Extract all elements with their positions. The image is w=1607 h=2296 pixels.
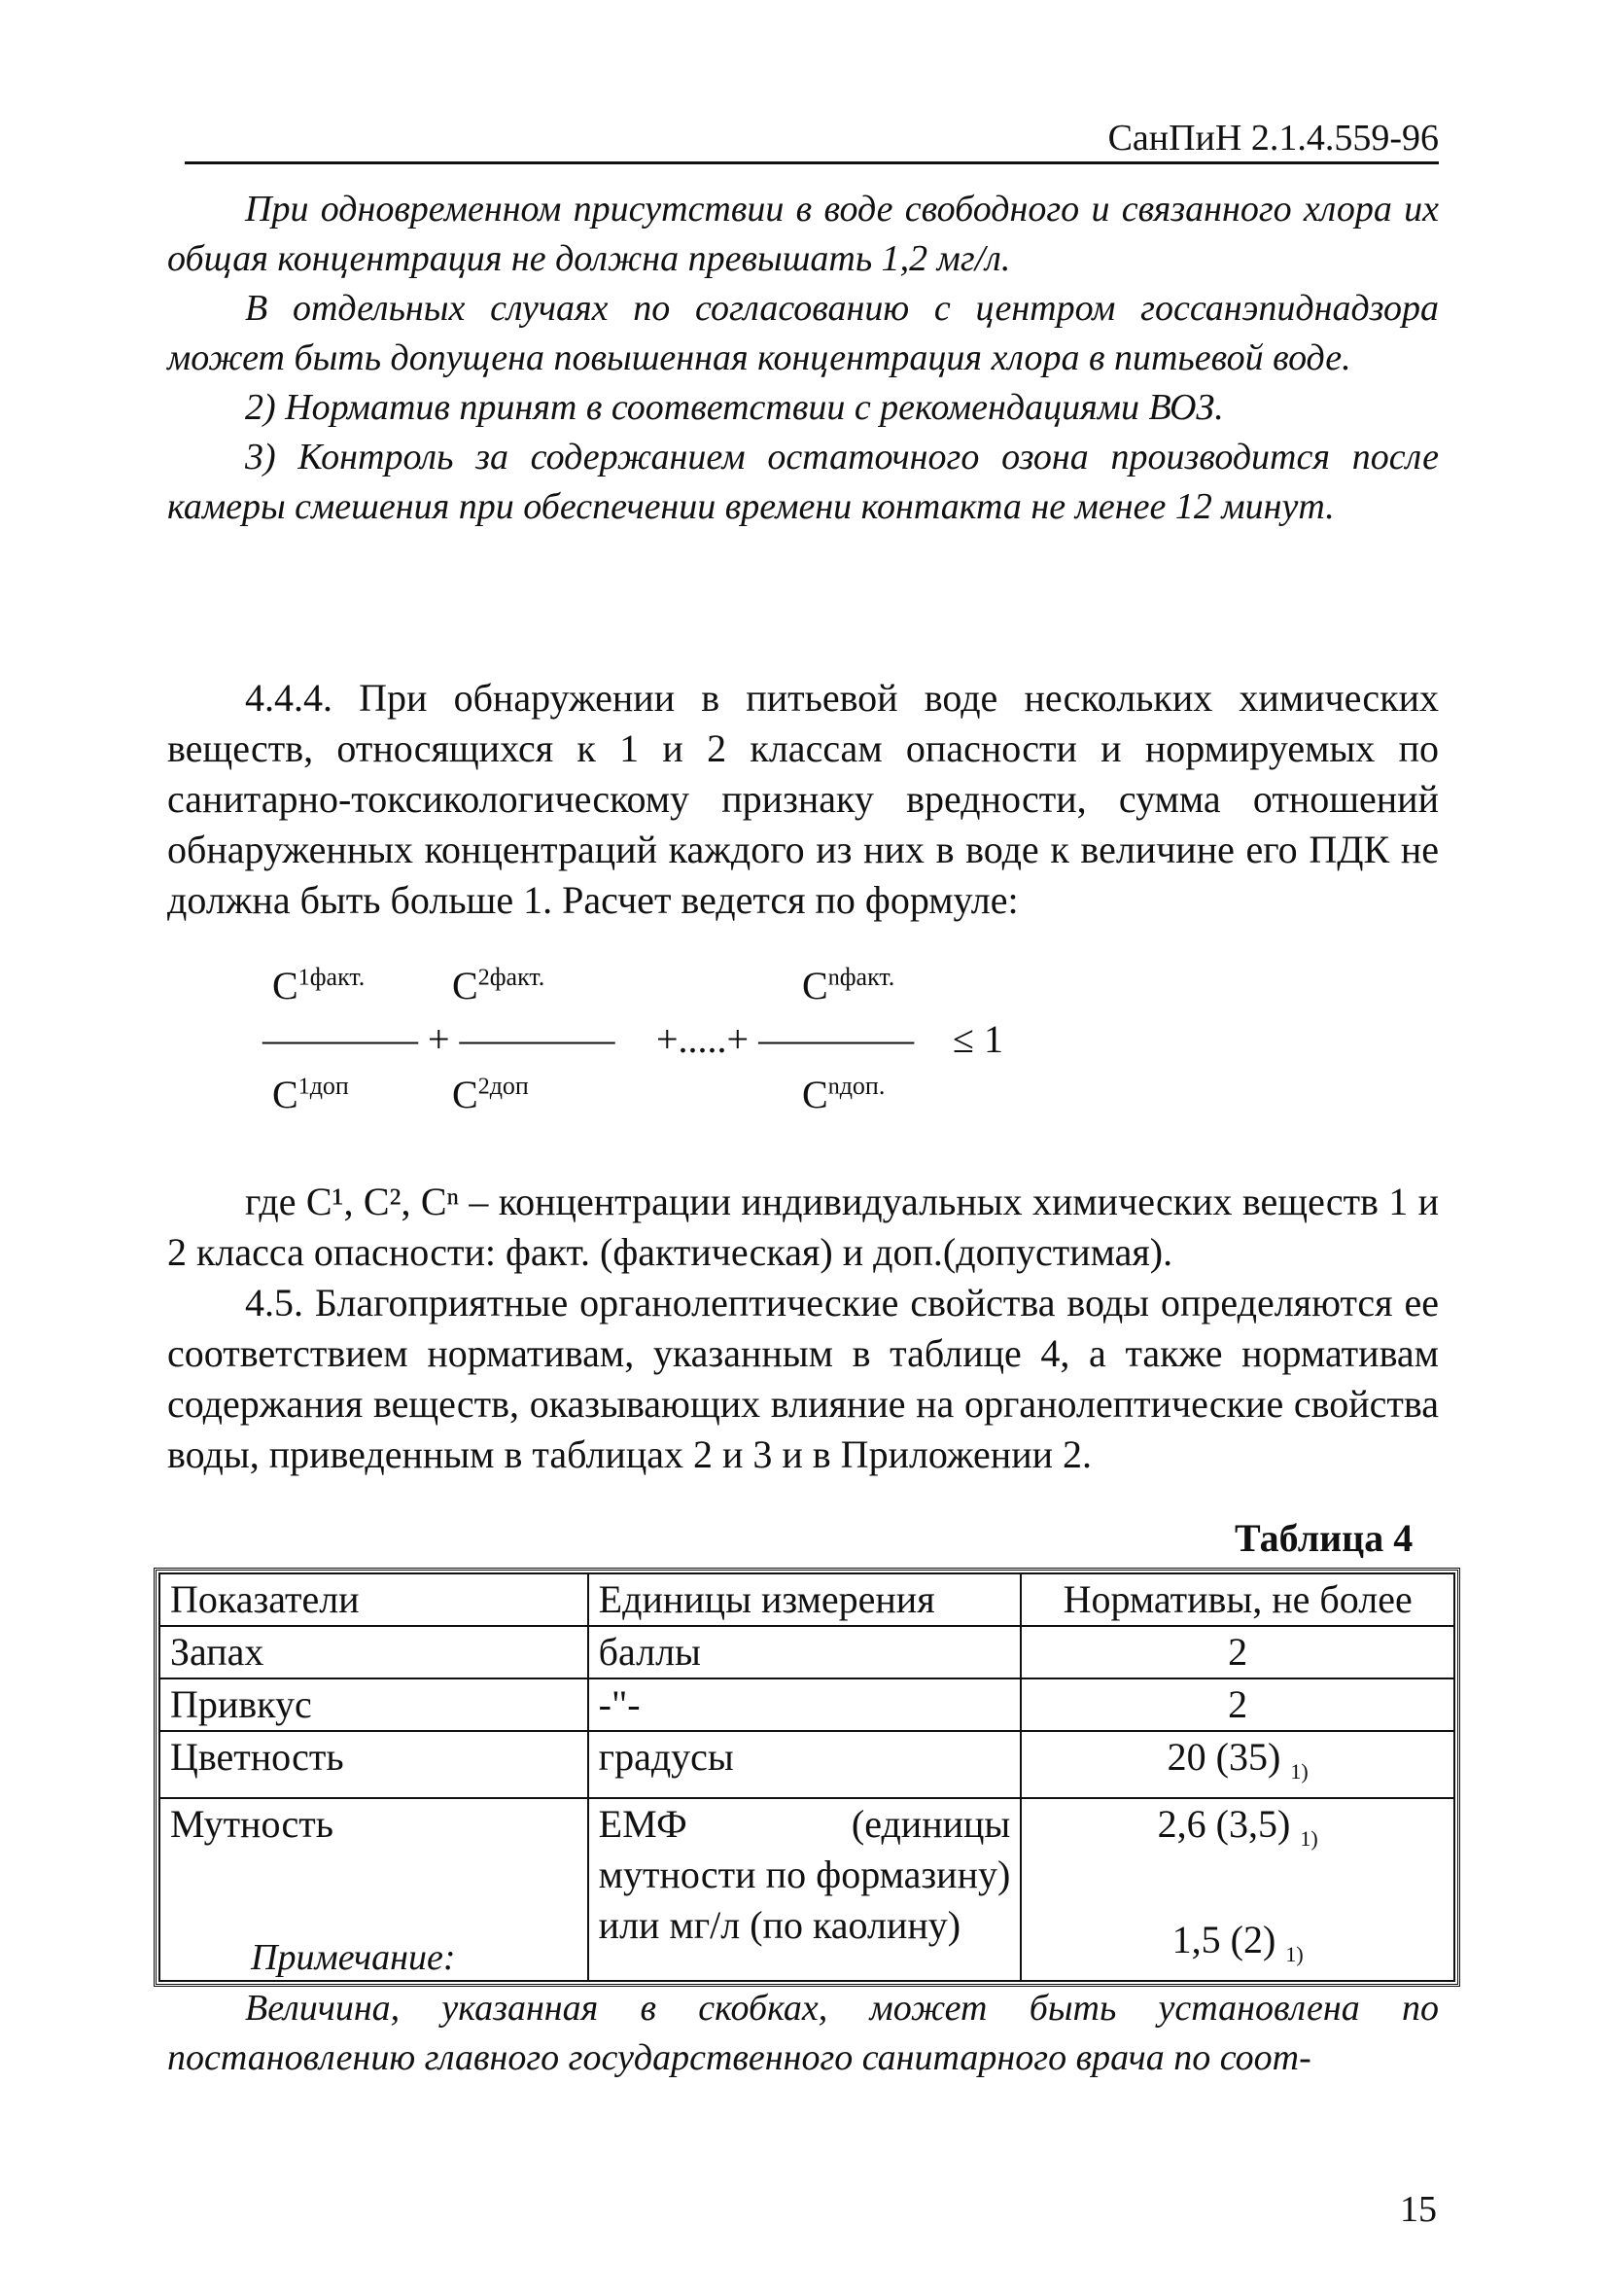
note-paragraph: При одновременном присутствии в воде свободного и связанного хлора их общая концентрация не должна превышать 1,2 мг/л. xyxy=(167,189,1439,279)
document-code: СанПиН 2.1.4.559-96 xyxy=(1107,118,1439,159)
inequality: ≤ 1 xyxy=(953,1017,1003,1061)
unit-cell: -"- xyxy=(588,1678,1022,1731)
column-header: Нормативы, не более xyxy=(1021,1573,1454,1626)
norm-cell: 20 (35) $_{1)}$ xyxy=(1021,1731,1454,1798)
formula-term: $C^1$ факт. xyxy=(272,963,366,1007)
unit-cell: ЕМФ (единицы мутности по формазину) или мг/л (по каолину) xyxy=(588,1798,1022,1981)
formula-term: $C^n$ факт. xyxy=(802,963,895,1007)
footnote-mark: 1) xyxy=(1290,1759,1309,1784)
table-row xyxy=(159,1678,1454,1731)
page-number: 15 xyxy=(1400,2189,1437,2230)
norm-cell: 2,6 (3,5) $_{1)}$ 1,5 (2) $_{1)}$ xyxy=(1021,1798,1454,1981)
table-title: Таблица 4 xyxy=(1235,1516,1414,1560)
column-header: Показатели xyxy=(159,1573,588,1626)
column-header: Единицы измерения xyxy=(588,1573,1022,1626)
norm-cell: 2 xyxy=(1021,1626,1454,1678)
formula-term: $C^1$ доп xyxy=(272,1072,349,1116)
note-paragraph: 3) Контроль за содержанием остаточного озона производится после камеры смешения при обеспечении времени контакта не менее 12 минут. xyxy=(167,437,1439,527)
formula-term: $C^n$ доп. xyxy=(802,1072,886,1116)
fraction-line: ———— + ———— xyxy=(262,1017,615,1061)
page-header xyxy=(185,117,1439,164)
norm-cell: 2 xyxy=(1021,1678,1454,1731)
section-4-5: 4.5. Благоприятные органолептические свойства воды определяются ее соответствием нормативам, указанным в таблице 4, а также нормативам содержания веществ, оказывающих влияние на органолептические свойства воды, приведенным в таблицах 2 и 3 и в Приложении 2. xyxy=(167,1281,1439,1476)
table-4 xyxy=(154,1568,1460,1987)
formula-term: $C^2$ доп xyxy=(452,1072,529,1116)
indicator-cell: Привкус xyxy=(159,1678,588,1731)
table-header-row xyxy=(159,1573,1454,1626)
formula-term: $C^2$ факт. xyxy=(452,963,545,1007)
footnote-mark: 1) xyxy=(1300,1826,1318,1851)
note-paragraph: 2) Норматив принят в соответствии с рекомендациями ВОЗ. xyxy=(245,387,1224,428)
indicator-cell: Цветность xyxy=(159,1731,588,1798)
indicator-cell: Мутность xyxy=(159,1798,588,1981)
section-4-4-4: 4.4.4. При обнаружении в питьевой воде нескольких химических веществ, относящихся к 1 и 2 классам опасности и нормируемых по санитарно-токсикологическому признаку вредности, сумма отношений обнаруженных концентраций каждого из них в воде к величине его ПДК не должна быть больше 1. Расчет ведется по формуле: xyxy=(167,676,1439,922)
notes-block xyxy=(167,185,1439,532)
unit-cell: баллы xyxy=(588,1626,1022,1678)
table-row xyxy=(159,1731,1454,1798)
note-text: Величина, указанная в скобках, может быть установлена по постановлению главного государственного санитарного врача по соот- xyxy=(167,1988,1439,2078)
indicator-cell: Запах xyxy=(159,1626,588,1678)
footnote-mark: 1) xyxy=(1285,1942,1304,1966)
note-paragraph: В отдельных случаях по согласованию с центром госсанэпиднадзора может быть допущена повышенная концентрация хлора в питьевой воде. xyxy=(167,288,1439,378)
fraction-line: +.....+ ———— xyxy=(656,1017,915,1061)
unit-cell: градусы xyxy=(588,1731,1022,1798)
concentration-formula xyxy=(262,963,1040,1128)
table-row xyxy=(159,1626,1454,1678)
formula-explanation: где C¹, C², Cⁿ – концентрации индивидуальных химических веществ 1 и 2 класса опасности: факт. (фактическая) и доп.(допустимая). xyxy=(167,1180,1439,1274)
note-title: Примечание: xyxy=(251,1937,456,1978)
